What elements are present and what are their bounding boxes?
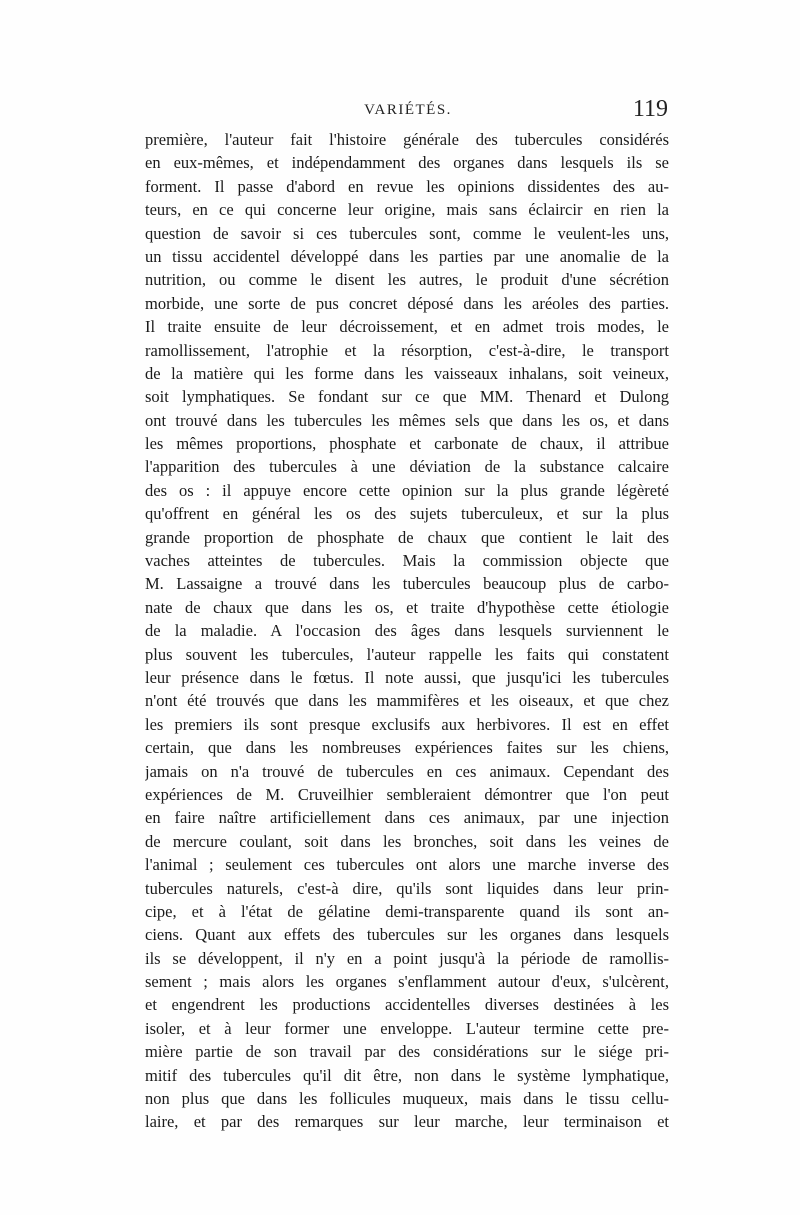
text-line: cipe, et à l'état de gélatine demi-transparente quand ils sont an- (145, 901, 669, 921)
text-line: sement ; mais alors les organes s'enflamment autour d'eux, s'ulcèrent, (145, 972, 669, 992)
text-line: Il traite ensuite de leur décroissement, et en admet trois modes, le (145, 317, 669, 337)
text-line: ils se développent, il n'y en a point jusqu'à la période de ramollis- (145, 948, 669, 968)
text-line: et engendrent les productions accidentelles diverses destinées à les (145, 995, 669, 1015)
text-line: forment. Il passe d'abord en revue les opinions dissidentes des au- (145, 176, 669, 196)
text-line: un tissu accidentel développé dans les parties par une anomalie de la (145, 246, 669, 266)
text-line: l'apparition des tubercules à une déviation de la substance calcaire (145, 457, 669, 477)
text-line: première, l'auteur fait l'histoire générale des tubercules considérés (145, 130, 669, 149)
text-line: qu'offrent en général les os des sujets tuberculeux, et sur la plus (145, 504, 669, 524)
text-line: laire, et par des remarques sur leur marche, leur terminaison et (145, 1112, 669, 1132)
text-line: morbide, une sorte de pus concret déposé dans les aréoles des parties. (145, 293, 669, 313)
text-line: en eux-mêmes, et indépendamment des organes dans lesquels ils se (145, 153, 669, 173)
text-line: tubercules naturels, c'est-à dire, qu'ils sont liquides dans leur prin- (145, 878, 669, 898)
text-line: expériences de M. Cruveilhier sembleraient démontrer que l'on peut (145, 784, 669, 804)
running-head (148, 96, 668, 126)
text-line: M. Lassaigne a trouvé dans les tubercules beaucoup plus de carbo- (145, 574, 669, 594)
text-line: nate de chaux que dans les os, et traite d'hypothèse cette étiologie (145, 597, 669, 617)
text-line: isoler, et à leur former une enveloppe. L'auteur termine cette pre- (145, 1018, 669, 1038)
text-line: des os : il appuye encore cette opinion sur la plus grande légèreté (145, 480, 669, 500)
text-line: de la maladie. A l'occasion des âges dans lesquels surviennent le (145, 621, 669, 641)
text-line: mière partie de son travail par des considérations sur le siége pri- (145, 1042, 669, 1062)
text-line: les premiers ils sont presque exclusifs aux herbivores. Il est en effet (145, 714, 669, 734)
text-line: soit lymphatiques. Se fondant sur ce que MM. Thenard et Dulong (145, 387, 669, 407)
text-line: plus souvent les tubercules, l'auteur rappelle les faits qui constatent (145, 644, 669, 664)
text-line: ciens. Quant aux effets des tubercules sur les organes dans lesquels (145, 925, 669, 945)
running-title: VARIÉTÉS. (364, 102, 452, 118)
text-line: l'animal ; seulement ces tubercules ont alors une marche inverse des (145, 855, 669, 875)
text-line: mitif des tubercules qu'il dit être, non dans le système lymphatique, (145, 1065, 669, 1085)
text-line: non plus que dans les follicules muqueux, mais dans le tissu cellu- (145, 1089, 669, 1109)
text-line: question de savoir si ces tubercules sont, comme le veulent-les uns, (145, 223, 669, 243)
text-line: les mêmes proportions, phosphate et carbonate de chaux, il attribue (145, 434, 669, 454)
text-line: grande proportion de phosphate de chaux que contient le lait des (145, 527, 669, 547)
text-line: n'ont été trouvés que dans les mammifères et les oiseaux, et que chez (145, 691, 669, 711)
page-number: 119 (632, 96, 668, 122)
text-line: teurs, en ce qui concerne leur origine, mais sans éclaircir en rien la (145, 200, 669, 220)
text-line: ramollissement, l'atrophie et la résorption, c'est-à-dire, le transport (145, 340, 669, 360)
text-line: ont trouvé dans les tubercules les mêmes sels que dans les os, et dans (145, 410, 669, 430)
text-line: vaches atteintes de tubercules. Mais la commission objecte que (145, 551, 669, 571)
body-text (145, 128, 669, 1134)
text-line: certain, que dans les nombreuses expériences faites sur les chiens, (145, 738, 669, 758)
text-line: de mercure coulant, soit dans les bronches, soit dans les veines de (145, 831, 669, 851)
text-line: jamais on n'a trouvé de tubercules en ces animaux. Cependant des (145, 761, 669, 781)
text-line: de la matière qui les forme dans les vaisseaux inhalans, soit veineux, (145, 363, 669, 383)
text-line: en faire naître artificiellement dans ces animaux, par une injection (145, 808, 669, 828)
text-line: leur présence dans le fœtus. Il note aussi, que jusqu'ici les tubercules (145, 667, 669, 687)
text-line: nutrition, ou comme le disent les autres, le produit d'une sécrétion (145, 270, 669, 290)
